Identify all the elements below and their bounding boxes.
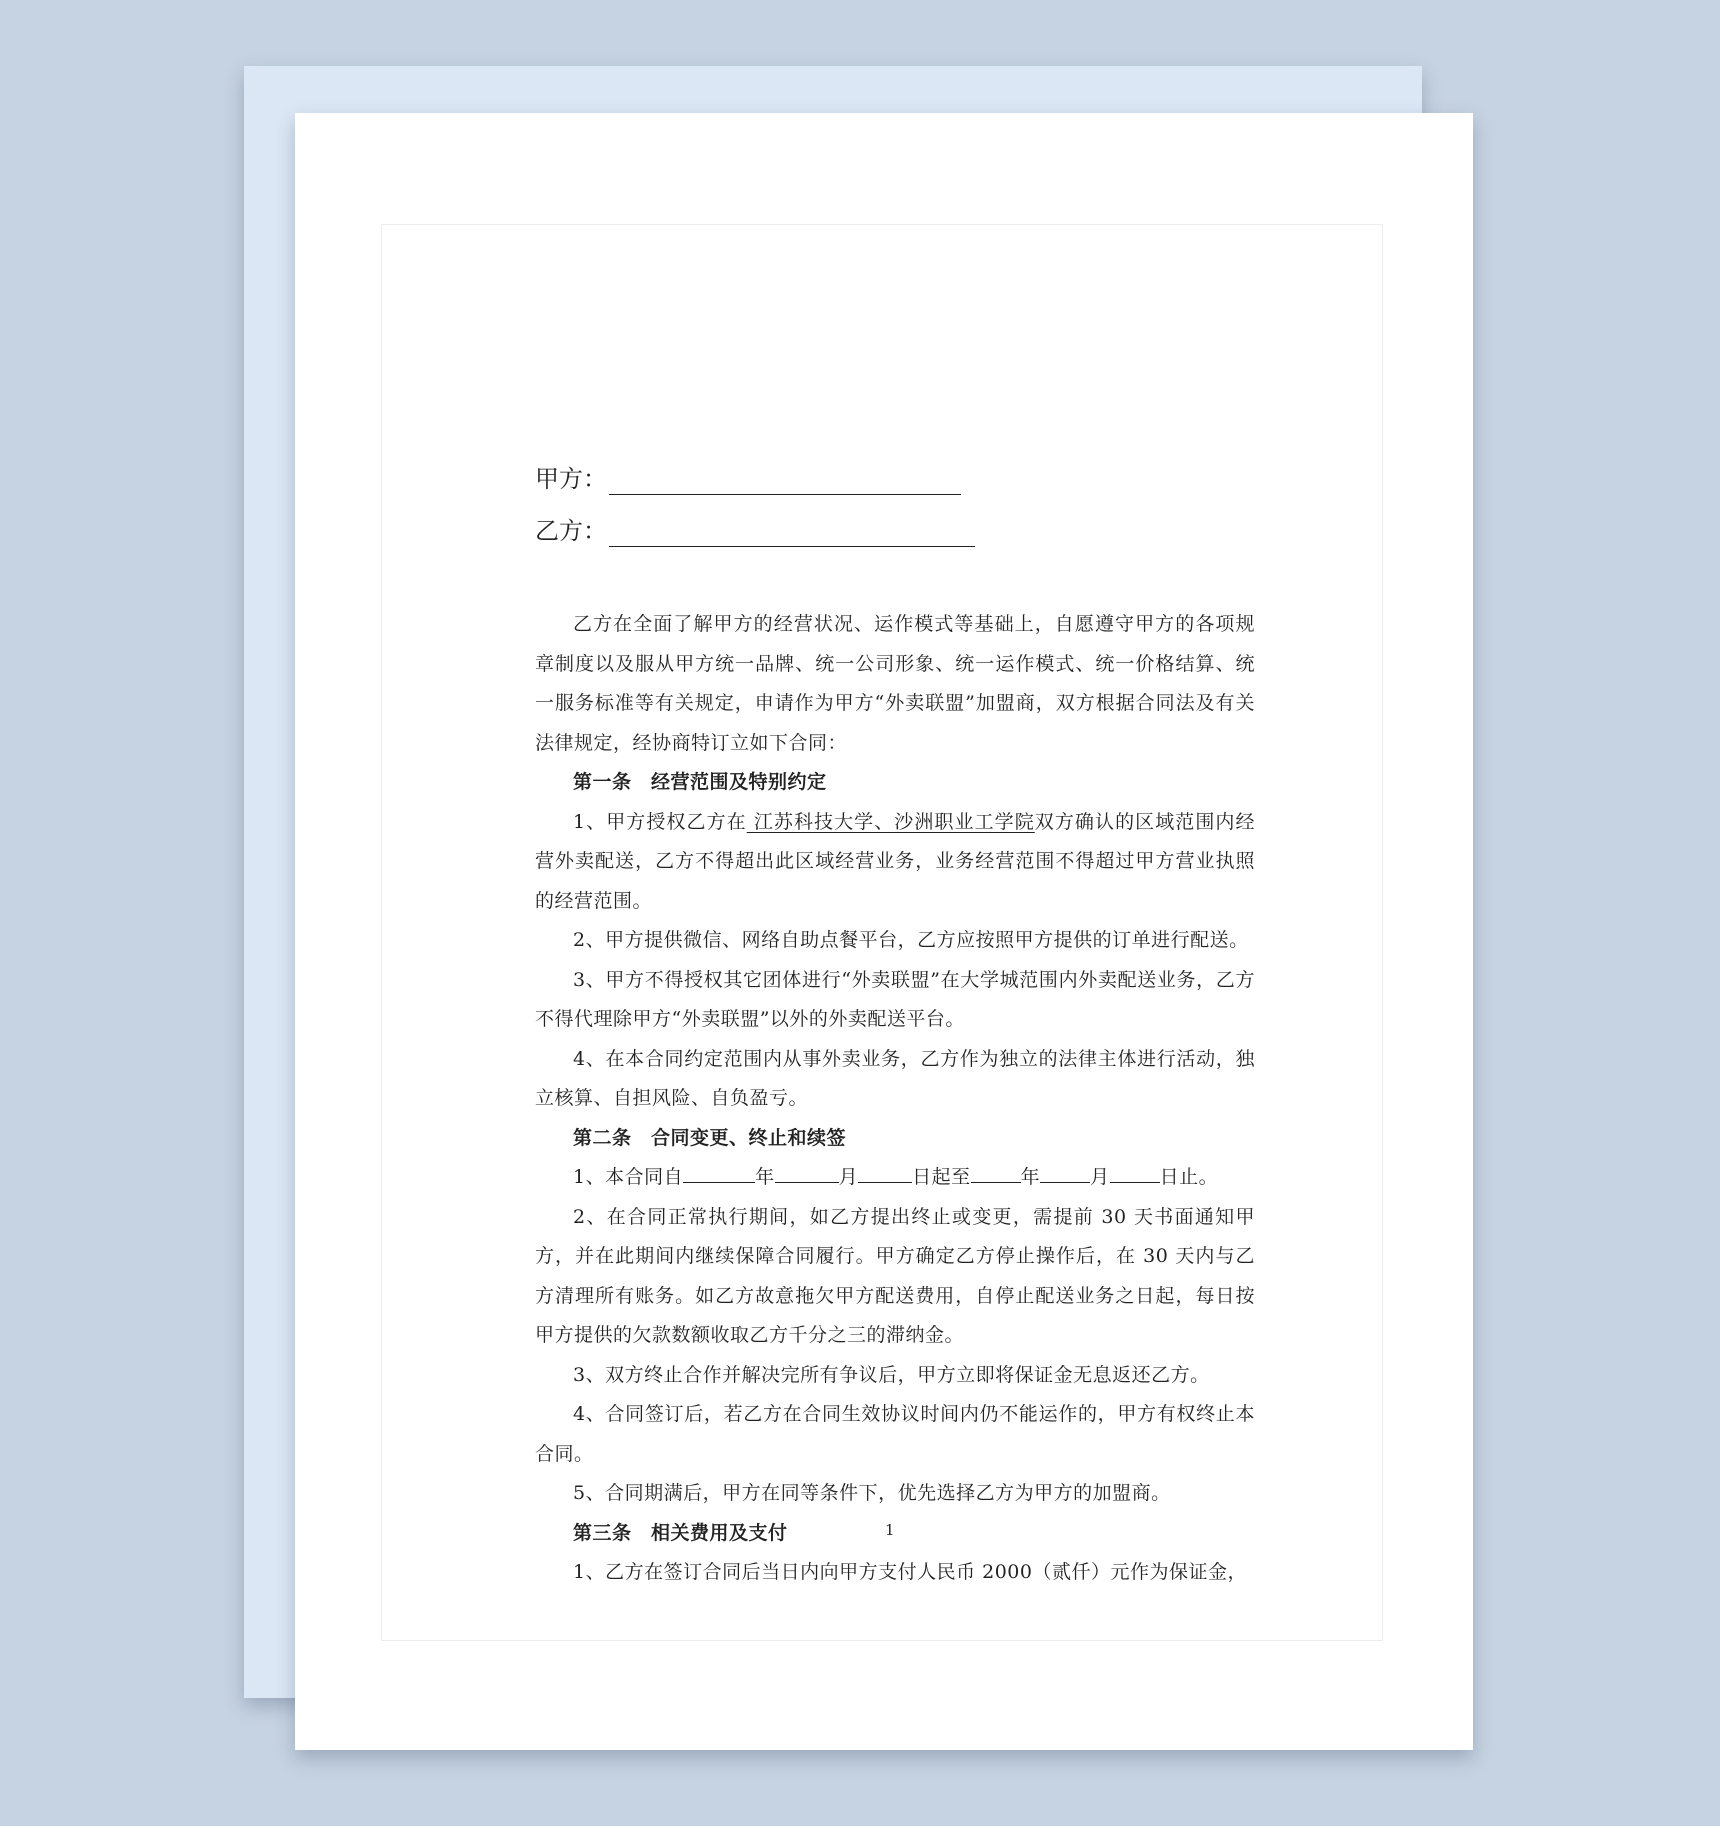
article-1-item-3: 3、甲方不得授权其它团体进行“外卖联盟”在大学城范围内外卖配送业务，乙方不得代理除甲方“外卖联盟”以外的外卖配送平台。 [535,968,1255,1030]
article-2-heading: 第二条 合同变更、终止和续签 [573,1126,847,1149]
article-1-item-1-suffix: 双方确认的区域范围内经营外卖配送，乙方不得超出此区域经营业务，业务经营范围不得超过甲方营业执照的经营范围。 [535,810,1255,912]
month-label: 月 [838,1166,859,1188]
day-end-label: 日止。 [1159,1166,1219,1188]
page-number: 1 [885,1521,895,1539]
party-b-label: 乙方： [535,517,607,545]
end-day-blank [1110,1158,1160,1183]
article-1-item-1-prefix: 1、甲方授权乙方在 [573,810,747,833]
article-2-item-3: 3、双方终止合作并解决完所有争议后，甲方立即将保证金无息返还乙方。 [573,1363,1210,1386]
year-label: 年 [755,1166,775,1188]
article-1-item-4: 4、在本合同约定范围内从事外卖业务，乙方作为独立的法律主体进行活动，独立核算、自担风险、自负盈亏。 [535,1047,1255,1109]
party-a-blank [609,464,961,495]
party-b-line [535,505,1255,557]
party-b-blank [609,516,975,547]
authorized-area: 江苏科技大学、沙洲职业工学院 [746,810,1035,833]
article-2-item-1 [535,1158,1255,1198]
intro-paragraph: 乙方在全面了解甲方的经营状况、运作模式等基础上，自愿遵守甲方的各项规章制度以及服从甲方统一品牌、统一公司形象、统一运作模式、统一价格结算、统一服务标准等有关规定，申请作为甲方“外卖联盟”加盟商，双方根据合同法及有关法律规定，经协商特订立如下合同： [535,613,1255,754]
article-1-heading: 第一条 经营范围及特别约定 [573,771,827,793]
day-to-label: 日起至 [912,1166,971,1188]
start-year-blank [683,1158,755,1183]
article-1-item-1 [535,803,1255,922]
article-3-heading: 第三条 相关费用及支付 [573,1521,788,1544]
start-month-blank [775,1158,839,1183]
month-label-2: 月 [1090,1166,1110,1188]
year-label-2: 年 [1020,1166,1041,1188]
end-year-blank [971,1158,1021,1183]
start-day-blank [858,1158,912,1183]
article-2-item-5: 5、合同期满后，甲方在同等条件下，优先选择乙方为甲方的加盟商。 [573,1482,1171,1504]
article-2-item-4: 4、合同签订后，若乙方在合同生效协议时间内仍不能运作的，甲方有权终止本合同。 [535,1403,1255,1465]
party-a-label: 甲方： [535,465,607,493]
article-2-item-2: 2、在合同正常执行期间，如乙方提出终止或变更，需提前 30 天书面通知甲方，并在此期间内继续保障合同履行。甲方确定乙方停止操作后，在 30 天内与乙方清理所有账务。如乙方故意拖欠甲方配送费用，自停止配送业务之日起，每日按甲方提供的欠款数额收取乙方千分之三的滞纳金。 [535,1205,1255,1346]
term-start-text: 1、本合同自 [573,1166,684,1188]
document-page [295,113,1473,1750]
article-1-item-2: 2、甲方提供微信、网络自助点餐平台，乙方应按照甲方提供的订单进行配送。 [573,929,1249,951]
page-content [535,453,1255,1593]
party-a-line [535,453,1255,505]
end-month-blank [1040,1158,1090,1183]
contract-body [535,605,1255,1593]
article-3-item-1: 1、乙方在签订合同后当日内向甲方支付人民币 2000（贰仟）元作为保证金， [573,1561,1247,1583]
